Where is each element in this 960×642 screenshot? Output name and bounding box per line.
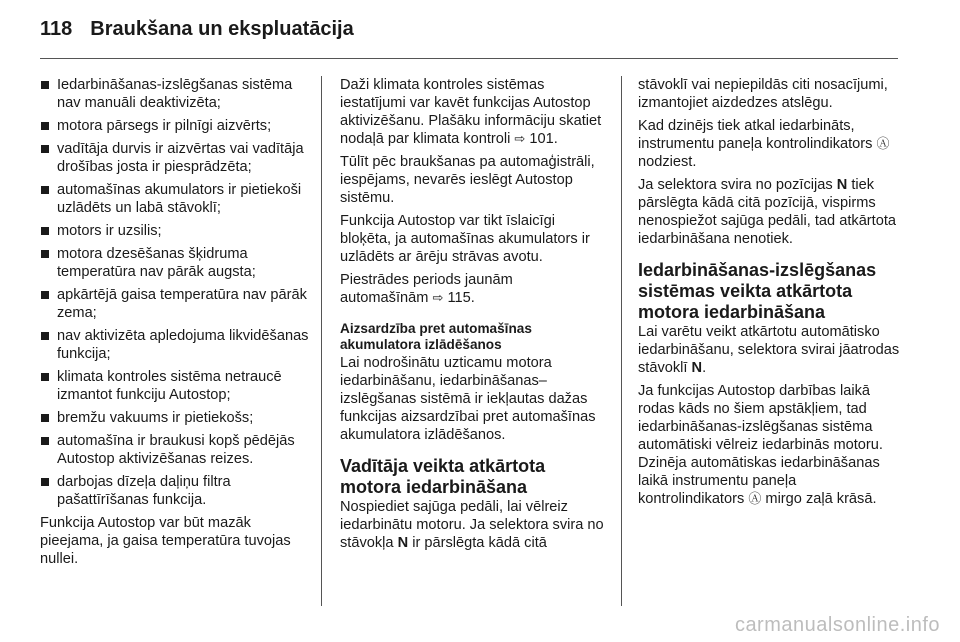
page-ref-arrow-icon: ⇨ bbox=[432, 290, 444, 305]
paragraph: stāvoklī vai nepiepildās citi nosacījumi, izmantojiet aizdedzes atslēgu. bbox=[638, 77, 888, 111]
page-ref[interactable]: 115. bbox=[447, 290, 475, 306]
gear-position: N bbox=[397, 535, 409, 551]
gear-position: N bbox=[836, 177, 848, 193]
list-item: automašīna ir braukusi kopš pēdējās Autostop aktivizēšanas reizes. bbox=[40, 432, 316, 468]
gear-position: N bbox=[691, 360, 703, 376]
list-item: automašīnas akumulators ir pietiekoši uzlādēts un labā stāvoklī; bbox=[40, 181, 316, 217]
list-item: apkārtējā gaisa temperatūra nav pārāk zema; bbox=[40, 286, 316, 322]
list-item: bremžu vakuums ir pietiekošs; bbox=[40, 409, 316, 427]
page-header bbox=[40, 18, 354, 52]
list-item: motors ir uzsilis; bbox=[40, 222, 316, 240]
paragraph-text: Piestrādes periods jaunām automašīnām bbox=[340, 272, 513, 306]
list-item: nav aktivizēta apledojuma likvidēšanas funkcija; bbox=[40, 327, 316, 363]
list-item: Iedarbināšanas-izslēgšanas sistēma nav manuāli deaktivizēta; bbox=[40, 76, 316, 112]
list-item: darbojas dīzeļa daļiņu filtra pašattīrīšanas funkcija. bbox=[40, 473, 316, 509]
paragraph-text: tiek pārslēgta kādā citā pozīcijā, vispirms nenospiežot sajūga pedāli, tad atkārtota iedarbināšana nenotiek. bbox=[638, 177, 897, 247]
autostop-indicator-icon: Ⓐ bbox=[748, 491, 762, 506]
page-ref-arrow-icon: ⇨ bbox=[514, 131, 526, 146]
paragraph-text: Kad dzinējs tiek atkal iedarbināts, instrumentu paneļa kontrolindikators bbox=[638, 118, 873, 152]
paragraph-text: Ja selektora svira no pozīcijas bbox=[638, 177, 833, 193]
list-item: motora dzesēšanas šķidruma temperatūra nav pārāk augsta; bbox=[40, 245, 316, 281]
paragraph bbox=[638, 382, 906, 508]
paragraph: Tūlīt pēc braukšanas pa automaģistrāli, iespējams, nevarēs ieslēgt Autostop sistēmu. bbox=[340, 154, 595, 206]
paragraph: Funkcija Autostop var tikt īslaicīgi bloķēta, ja automašīnas akumulators ir uzlādēts ar ārēju strāvas avotu. bbox=[340, 213, 590, 265]
page-number: 118 bbox=[40, 18, 73, 40]
column-3 bbox=[638, 76, 906, 513]
watermark: carmanualsonline.info bbox=[734, 614, 940, 636]
paragraph-text: mirgo zaļā krāsā. bbox=[765, 491, 877, 507]
paragraph-text: Ja funkcijas Autostop darbības laikā rodas kāds no šiem apstākļiem, tad iedarbināšanas-izslēgšanas sistēma automātiski vēlreiz iedarbinās motoru. Dzinēja automātiskas iedarbināšanas laikā instrumentu paneļa kontrolindikators bbox=[638, 383, 883, 507]
column-divider bbox=[621, 76, 622, 606]
paragraph-text: Lai varētu veikt atkārtotu automātisko iedarbināšanu, selektora svirai jāatrodas stāvoklī bbox=[638, 324, 900, 376]
list-item: vadītāja durvis ir aizvērtas vai vadītāja drošības josta ir piesprādzēta; bbox=[40, 140, 316, 176]
page-title: Braukšana un ekspluatācija bbox=[90, 18, 354, 40]
paragraph bbox=[340, 498, 604, 552]
page-ref[interactable]: 101. bbox=[529, 131, 558, 147]
condition-list bbox=[40, 76, 316, 509]
column-2 bbox=[340, 76, 604, 557]
section-heading: Vadītāja veikta atkārtota motora iedarbināšana bbox=[340, 456, 546, 497]
list-item: klimata kontroles sistēma netraucē izmantot funkciju Autostop; bbox=[40, 368, 316, 404]
paragraph-text: Nospiediet sajūga pedāli, lai vēlreiz iedarbinātu motoru. Ja selektora svira no stāvokļa bbox=[340, 499, 604, 551]
paragraph: Funkcija Autostop var būt mazāk pieejama, ja gaisa temperatūra tuvojas nullei. bbox=[40, 515, 291, 567]
subheading: Aizsardzība pret automašīnas akumulatora izlādēšanos bbox=[340, 321, 532, 352]
column-divider bbox=[321, 76, 322, 606]
paragraph bbox=[638, 323, 906, 377]
paragraph-text: nodziest. bbox=[638, 154, 697, 170]
paragraph bbox=[340, 76, 604, 148]
paragraph: Lai nodrošinātu uzticamu motora iedarbināšanu, iedarbināšanas–izslēgšanas sistēmā ir iekļautas dažas funkcijas aizsardzībai pret automašīnas akumulatora izlādēšanos. bbox=[340, 355, 596, 443]
paragraph-text: . bbox=[702, 360, 707, 376]
section-heading: Iedarbināšanas-izslēgšanas sistēmas veikta atkārtota motora iedarbināšana bbox=[638, 260, 877, 322]
paragraph bbox=[638, 117, 906, 171]
autostop-indicator-icon: Ⓐ bbox=[876, 136, 890, 151]
paragraph bbox=[340, 271, 604, 307]
paragraph-text: ir pārslēgta kādā citā bbox=[412, 535, 547, 551]
list-item: motora pārsegs ir pilnīgi aizvērts; bbox=[40, 117, 316, 135]
column-1 bbox=[40, 76, 316, 573]
header-rule bbox=[40, 58, 898, 59]
paragraph-text: Daži klimata kontroles sistēmas iestatījumi var kavēt funkcijas Autostop aktivizēšanu. Plašāku informāciju skatiet nodaļā par klimata kontroli bbox=[340, 77, 602, 147]
paragraph bbox=[638, 176, 906, 248]
